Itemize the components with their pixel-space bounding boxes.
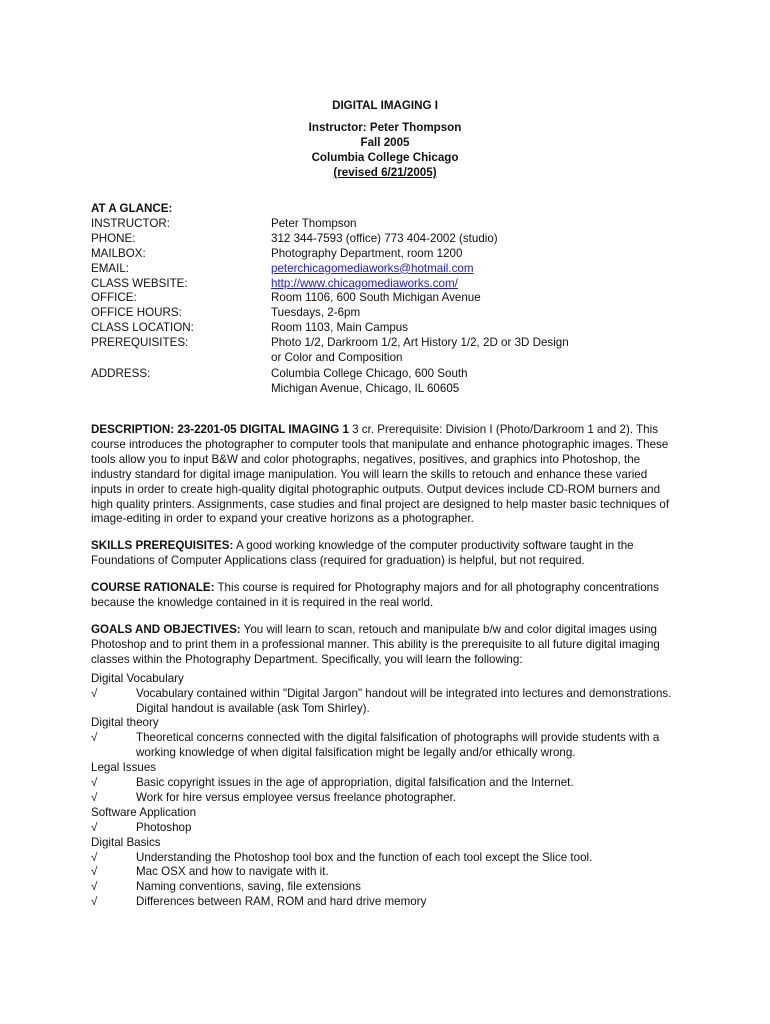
glance-label: CLASS LOCATION: xyxy=(91,321,194,335)
glance-value: 312 344-7593 (office) 773 404-2002 (studio) xyxy=(271,231,498,245)
checkmark-icon: √ xyxy=(91,731,98,745)
goals-label: GOALS AND OBJECTIVES: xyxy=(91,622,241,636)
description-text: 3 cr. Prerequisite: Division I (Photo/Darkroom 1 and 2). This course introduces the photographer to computer tools that manipulate and enhance photographic images. These tools allow you to input B&W and color photographs, negatives, positives, and graphics into Photoshop, the industry standard for digital image manipulation. You will learn the skills to retouch and enhance these varied inputs in order to create high-quality digital photographic outputs. Output devices include CD-ROM burners and high quality printers. Assignments, case studies and final project are designed to help master basic techniques of image-editing in order to expand your creative horizons as a photographer. xyxy=(91,423,670,526)
checkmark-icon: √ xyxy=(91,686,98,700)
glance-label: PHONE: xyxy=(91,231,136,245)
glance-row-email xyxy=(91,262,691,277)
checkmark-icon: √ xyxy=(91,820,98,834)
glance-label: OFFICE HOURS: xyxy=(91,306,182,320)
skills-paragraph xyxy=(91,539,681,569)
glance-label: MAILBOX: xyxy=(91,246,146,260)
rationale-text: This course is required for Photography majors and for all photography concentrations because the knowledge contained in it is required in the real world. xyxy=(91,581,659,610)
website-link[interactable]: http://www.chicagomediaworks.com/ xyxy=(271,276,458,290)
glance-row-office-hours xyxy=(91,306,691,321)
checkmark-icon: √ xyxy=(91,865,98,879)
list-item: √ Basic copyright issues in the age of appropriation, digital falsification and the Internet. xyxy=(91,776,574,790)
topics-list xyxy=(91,672,681,911)
topic-category: Digital Vocabulary xyxy=(91,671,184,685)
at-a-glance-heading: AT A GLANCE: xyxy=(91,202,173,215)
checkmark-icon: √ xyxy=(91,790,98,804)
list-item: √ Photoshop xyxy=(91,820,192,834)
glance-label: INSTRUCTOR: xyxy=(91,216,171,230)
glance-row-class-location xyxy=(91,321,691,336)
checkmark-icon: √ xyxy=(91,895,98,909)
topic-category: Digital Basics xyxy=(91,835,161,849)
glance-row-address xyxy=(91,367,691,397)
glance-row-office xyxy=(91,291,691,306)
glance-row-phone xyxy=(91,232,691,247)
list-item: √ Work for hire versus employee versus freelance photographer. xyxy=(91,790,457,804)
glance-value: Room 1106, 600 South Michigan Avenue xyxy=(271,291,481,305)
revised-date: (revised 6/21/2005) xyxy=(333,166,437,179)
glance-value: Photo 1/2, Darkroom 1/2, Art History 1/2, 2D or 3D Design xyxy=(271,336,569,350)
goals-paragraph xyxy=(91,623,681,668)
glance-value: Tuesdays, 2-6pm xyxy=(271,306,361,320)
checkmark-icon: √ xyxy=(91,880,98,894)
glance-label: ADDRESS: xyxy=(91,366,151,380)
list-item: √ Understanding the Photoshop tool box and the function of each tool except the Slice tool. xyxy=(91,850,593,864)
syllabus-body xyxy=(91,423,681,910)
glance-row-website xyxy=(91,277,691,292)
glance-label: CLASS WEBSITE: xyxy=(91,276,188,290)
glance-label: EMAIL: xyxy=(91,261,130,275)
glance-value: or Color and Composition xyxy=(271,351,403,365)
instructor-line: Instructor: Peter Thompson xyxy=(308,121,462,134)
topic-category: Digital theory xyxy=(91,716,159,730)
checkmark-icon: √ xyxy=(91,776,98,790)
glance-value: Columbia College Chicago, 600 South xyxy=(271,366,468,380)
list-item: √ Theoretical concerns connected with the digital falsification of photographs will provide students with a working knowledge of when digital falsification might be legally and/or ethically wrong. xyxy=(91,731,660,760)
term: Fall 2005 xyxy=(360,136,410,149)
topic-category: Legal Issues xyxy=(91,761,157,775)
glance-row-mailbox xyxy=(91,247,691,262)
glance-label: PREREQUISITES: xyxy=(91,336,189,350)
skills-label: SKILLS PREREQUISITES: xyxy=(91,539,234,553)
glance-row-prerequisites xyxy=(91,336,691,366)
list-item: √ Naming conventions, saving, file extensions xyxy=(91,880,361,894)
at-a-glance-section xyxy=(91,202,691,397)
list-item: √ Mac OSX and how to navigate with it. xyxy=(91,865,329,879)
rationale-label: COURSE RATIONALE: xyxy=(91,581,215,595)
skills-text: A good working knowledge of the computer productivity software taught in the Foundations of Computer Applications class (required for graduation) is helpful, but not required. xyxy=(91,539,634,568)
glance-value: Photography Department, room 1200 xyxy=(271,246,463,260)
list-item: √ Differences between RAM, ROM and hard drive memory xyxy=(91,895,427,909)
description-paragraph xyxy=(91,423,681,527)
glance-value: Michigan Avenue, Chicago, IL 60605 xyxy=(271,381,460,395)
course-title: DIGITAL IMAGING I xyxy=(332,99,438,112)
glance-row-instructor xyxy=(91,217,691,232)
description-label: DESCRIPTION: 23-2201-05 DIGITAL IMAGING 1 xyxy=(91,423,349,436)
list-item: √ Vocabulary contained within "Digital Jargon" handout will be integrated into lectures and demonstrations. Digital handout is available (ask Tom Shirley). xyxy=(91,686,672,715)
rationale-paragraph xyxy=(91,581,681,611)
glance-label: OFFICE: xyxy=(91,291,137,305)
checkmark-icon: √ xyxy=(91,850,98,864)
syllabus-header xyxy=(0,99,770,181)
glance-value: Room 1103, Main Campus xyxy=(271,321,409,335)
college-name: Columbia College Chicago xyxy=(311,151,459,164)
topic-category: Software Application xyxy=(91,805,197,819)
glance-value: Peter Thompson xyxy=(271,216,357,230)
email-link[interactable]: peterchicagomediaworks@hotmail.com xyxy=(271,261,474,275)
goals-text: You will learn to scan, retouch and manipulate b/w and color digital images using Photoshop and to print them in a professional manner. This ability is the prerequisite to all future digital imaging classes within the Photography Department. Specifically, you will learn the following: xyxy=(91,622,660,666)
